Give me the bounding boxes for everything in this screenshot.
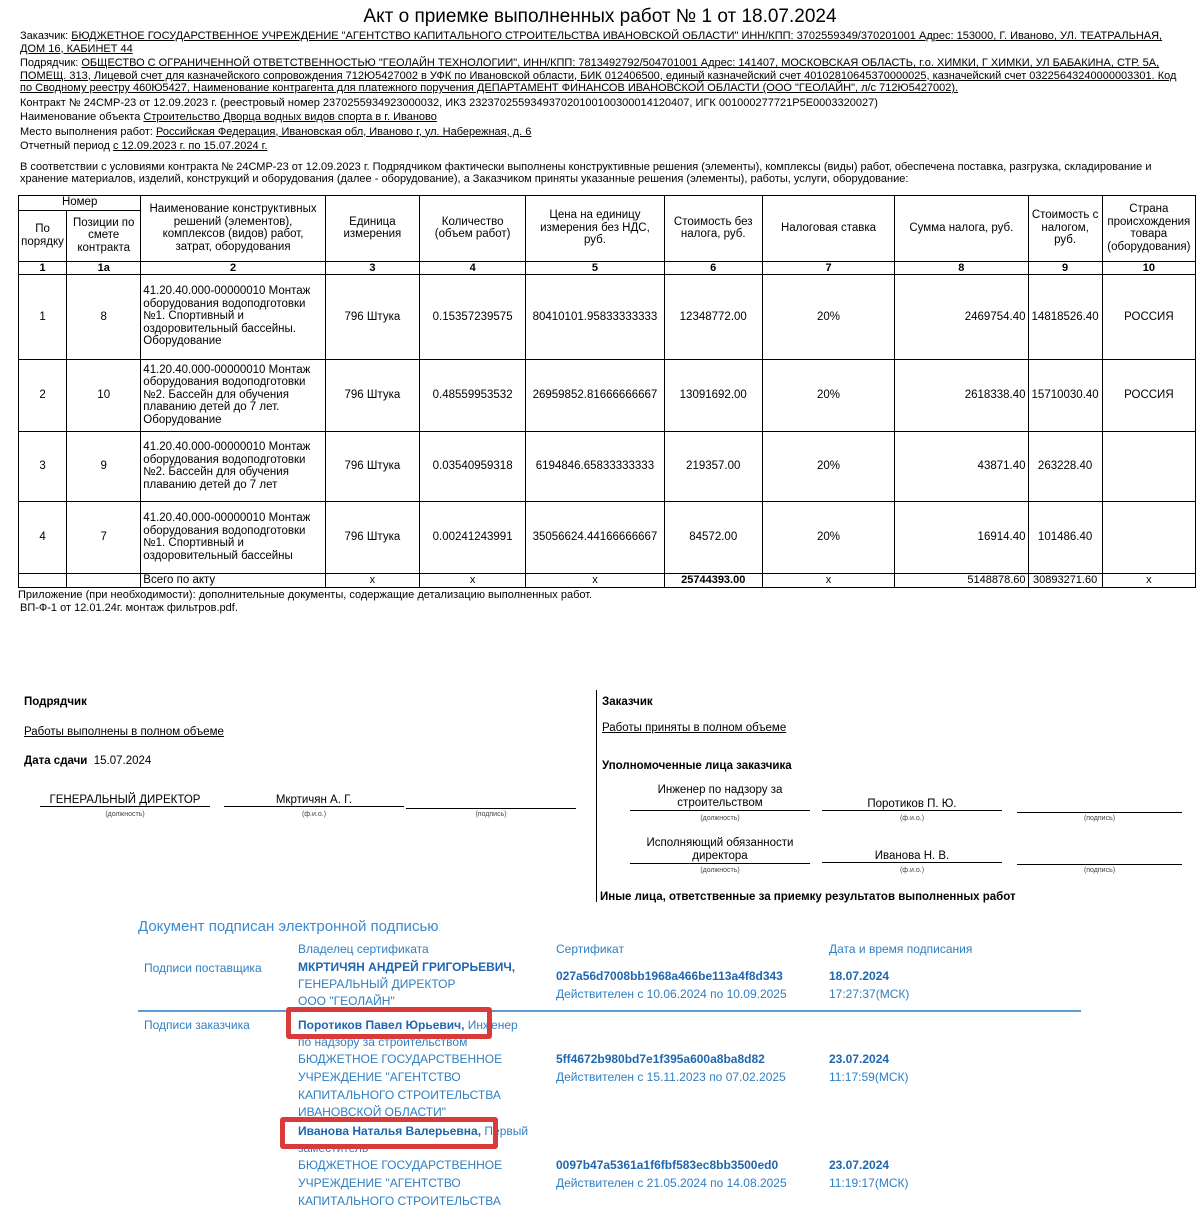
delivery-date-line (24, 755, 151, 767)
works-table (18, 195, 1196, 588)
cell-name: 41.20.40.000-00000010 Монтаж оборудования водоподготовки №1. Спортивный и оздоровительный бассейны. Оборудование (141, 274, 325, 359)
cell-qty: 0.03540959318 (420, 431, 526, 501)
customer-line (20, 30, 1180, 55)
signer2-org: КАПИТАЛЬНОГО СТРОИТЕЛЬСТВА (298, 1194, 501, 1208)
delivery-date: 15.07.2024 (93, 755, 152, 767)
signer1-org: ИВАНОВСКОЙ ОБЛАСТИ" (298, 1105, 446, 1119)
cell-total: 15710030.40 (1028, 359, 1102, 431)
cell-name: 41.20.40.000-00000010 Монтаж оборудования водоподготовки №1. Спортивный и оздоровительный бассейны (141, 501, 325, 573)
signer2-role: Первый (484, 1124, 529, 1138)
total-qty: х (420, 573, 526, 587)
cell-tax: 2618338.40 (895, 359, 1028, 431)
cell-country (1102, 431, 1195, 501)
cell-rate: 20% (762, 359, 894, 431)
caption-fio: (ф.и.о.) (301, 811, 327, 818)
cell-cost: 84572.00 (664, 501, 762, 573)
cell-price: 80410101.95833333333 (526, 274, 664, 359)
cell-order: 2 (19, 359, 67, 431)
object-value: Строительство Дворца водных видов спорта в г. Иваново (143, 111, 437, 123)
period-line (20, 140, 1180, 153)
header-country: Страна происхождения товара (оборудования) (1102, 195, 1195, 261)
supplier-cert: 027a56d7008bb1968a466be113a4f8d343 (556, 969, 783, 983)
signer2-sign-time: 11:19:17(МСК) (829, 1176, 909, 1190)
p1-signature-line (1017, 798, 1182, 813)
supplier-role: ГЕНЕРАЛЬНЫЙ ДИРЕКТОР (298, 977, 456, 991)
column-number: 1а (67, 261, 141, 274)
column-number: 3 (325, 261, 419, 274)
esign-col-owner: Владелец сертификата (298, 942, 429, 956)
signer2-cert: 0097b47a5361a1f6fbf583ec8bb3500ed0 (556, 1158, 779, 1172)
customer-value: БЮДЖЕТНОЕ ГОСУДАРСТВЕННОЕ УЧРЕЖДЕНИЕ "АГЕНТСТВО КАПИТАЛЬНОГО СТРОИТЕЛЬСТВА ИВАНОВСКОЙ ОБЛАСТИ" ИНН/КПП: 3702559349/370201001 Адрес: 153000, Г. Иваново, УЛ. ТЕАТРАЛЬНАЯ, ДОМ 16, КАБИНЕТ 44 (20, 30, 1163, 55)
total-row (19, 573, 1196, 587)
column-number: 5 (526, 261, 664, 274)
contractor-line (20, 57, 1180, 95)
header-unit: Единица измерения (325, 195, 419, 261)
contractor-label: Подрядчик: (20, 57, 82, 69)
period-label: Отчетный период (20, 140, 113, 152)
highlight-box-signer2 (280, 1117, 498, 1149)
signer1-org: БЮДЖЕТНОЕ ГОСУДАРСТВЕННОЕ (298, 1052, 503, 1066)
supplier-sign-date: 18.07.2024 (829, 969, 890, 983)
cell-country: РОССИЯ (1102, 359, 1195, 431)
total-tax: 5148878.60 (895, 573, 1028, 587)
intro-text: В соответствии с условиями контракта № 24СМР-23 от 12.09.2023 г. Подрядчиком фактически выполнены конструктивные решения (элементы), комплексы (виды) работ, обеспечена поставка, разгрузка, складирование и хранение материалов, изделий, конструкций и оборудования (далее - оборудование), а Заказчиком приняты указанные решения (элементы), работы, услуги, оборудование: (20, 160, 1152, 185)
contractor-position: ГЕНЕРАЛЬНЫЙ ДИРЕКТОР (40, 794, 210, 807)
cell-price: 35056624.44166666667 (526, 501, 664, 573)
cell-unit: 796 Штука (325, 501, 419, 573)
signer1-org: КАПИТАЛЬНОГО СТРОИТЕЛЬСТВА (298, 1088, 501, 1102)
cell-qty: 0.00241243991 (420, 501, 526, 573)
signer1-role-line: по надзору за строительством (298, 1035, 468, 1049)
object-line (20, 111, 1180, 124)
p2-signature-line (1017, 850, 1182, 865)
header-qty: Количество (объем работ) (420, 195, 526, 261)
authorized-heading: Уполномоченные лица заказчика (602, 760, 792, 772)
header-order: По порядку (19, 210, 67, 261)
caption-sign: (подпись) (475, 811, 507, 818)
column-number: 1 (19, 261, 67, 274)
header-position: Позиции по смете контракта (67, 210, 141, 261)
cell-unit: 796 Штука (325, 274, 419, 359)
cell-total: 101486.40 (1028, 501, 1102, 573)
p2-position: Исполняющий обязанности директора (630, 837, 810, 864)
cell-tax: 2469754.40 (895, 274, 1028, 359)
act-document (18, 0, 1191, 903)
column-number: 2 (141, 261, 325, 274)
signer2-name: Иванова Наталья Валерьевна, (298, 1124, 482, 1138)
divider (596, 690, 597, 902)
esign-col-cert: Сертификат (556, 942, 624, 956)
total-unit: х (325, 573, 419, 587)
cell-rate: 20% (762, 431, 894, 501)
cell-qty: 0.15357239575 (420, 274, 526, 359)
cell-position: 10 (67, 359, 141, 431)
p2-fio: Иванова Н. В. (822, 850, 1002, 863)
esign-separator (138, 1010, 1081, 1012)
total-price: х (526, 573, 664, 587)
cell-position: 8 (67, 274, 141, 359)
table-row (19, 359, 1196, 431)
signer1-role: Инженер (467, 1018, 518, 1032)
cell-cost: 13091692.00 (664, 359, 762, 431)
signer2-sign-date: 23.07.2024 (829, 1158, 890, 1172)
caption-fio: (ф.и.о.) (899, 815, 925, 822)
caption-fio: (ф.и.о.) (899, 867, 925, 874)
signer1-sign-time: 11:17:59(МСК) (829, 1070, 909, 1084)
caption-sign: (подпись) (1083, 815, 1116, 822)
object-label: Наименование объекта (20, 111, 144, 123)
place-label: Место выполнения работ: (20, 125, 156, 138)
signer2-cert-valid: Действителен с 21.05.2024 по 14.08.2025 (556, 1176, 787, 1190)
p1-position: Инженер по надзору за строительством (630, 784, 810, 811)
customer-signatures-label: Подписи заказчика (144, 1018, 250, 1032)
cell-name: 41.20.40.000-00000010 Монтаж оборудования водоподготовки №2. Бассейн для обучения плаванию детей до 7 лет (141, 431, 325, 501)
caption-position: (должность) (700, 867, 740, 874)
cell-tax: 16914.40 (895, 501, 1028, 573)
signer2-role-line: заместитель (298, 1141, 369, 1155)
contractor-heading: Подрядчик (24, 696, 87, 708)
cell-name: 41.20.40.000-00000010 Монтаж оборудования водоподготовки №2. Бассейн для обучения плаванию детей до 7 лет. Оборудование (141, 359, 325, 431)
cell-unit: 796 Штука (325, 431, 419, 501)
header-number: Номер (19, 195, 141, 210)
highlight-box-signer1 (286, 1007, 492, 1039)
cell-cost: 219357.00 (664, 431, 762, 501)
signer2-org: БЮДЖЕТНОЕ ГОСУДАРСТВЕННОЕ (298, 1158, 503, 1172)
cell-unit: 796 Штука (325, 359, 419, 431)
cell-position: 7 (67, 501, 141, 573)
cell-rate: 20% (762, 501, 894, 573)
cell-total: 14818526.40 (1028, 274, 1102, 359)
contractor-signature-line (406, 794, 576, 809)
column-number: 6 (664, 261, 762, 274)
total-country: х (1102, 573, 1195, 587)
signer1-org: УЧРЕЖДЕНИЕ "АГЕНТСТВО (298, 1070, 461, 1084)
column-number: 8 (895, 261, 1028, 274)
signer2-org: УЧРЕЖДЕНИЕ "АГЕНТСТВО (298, 1176, 461, 1190)
caption-sign: (подпись) (1083, 867, 1116, 874)
supplier-signer-name: МКРТИЧЯН АНДРЕЙ ГРИГОРЬЕВИЧ, (298, 960, 516, 974)
cell-total: 263228.40 (1028, 431, 1102, 501)
esign-heading: Документ подписан электронной подписью (138, 918, 439, 935)
place-line (20, 126, 1180, 139)
electronic-signature-panel (0, 918, 1200, 1208)
supplier-cert-valid: Действителен с 10.06.2024 по 10.09.2025 (556, 987, 787, 1001)
header-tax: Сумма налога, руб. (895, 195, 1028, 261)
p1-fio: Поротиков П. Ю. (822, 798, 1002, 811)
caption-position: (должность) (700, 815, 740, 822)
contractor-value: ОБЩЕСТВО С ОГРАНИЧЕННОЙ ОТВЕТСТВЕННОСТЬЮ "ГЕОЛАЙН ТЕХНОЛОГИИ", ИНН/КПП: 7813492792/504701001 Адрес: 141407, МОСКОВСКАЯ ОБЛАСТЬ, г.о. ХИМКИ, Г ХИМКИ, УЛ БАБАКИНА, СТР. 5А, ПОМЕЩ. 313, Лицевой счет для казначейского сопровождения 712Ю5427002 в УФК по Ивановской области, БИК 012406500, единый казначейский счет 40102810645370000025, казначейский счет 03225643240000003301. Код по Сводному реестру 460Ю5427, Наименование контрагента для платежного поручения ДЕПАРТАМЕНТ ФИНАНСОВ ИВАНОВСКОЙ ОБЛАСТИ (ООО "ГЕОЛАЙН", л/с 712Ю5427002). (20, 57, 1177, 94)
column-number: 10 (1102, 261, 1195, 274)
column-number: 4 (420, 261, 526, 274)
total-rate: х (762, 573, 894, 587)
signer1-cert: 5ff4672b980bd7e1f395a600a8ba8d82 (556, 1052, 765, 1066)
cell-qty: 0.48559953532 (420, 359, 526, 431)
cell-position: 9 (67, 431, 141, 501)
document-title: Акт о приемке выполненных работ № 1 от 18.07.2024 (363, 6, 837, 27)
esign-col-date: Дата и время подписания (829, 942, 973, 956)
total-cost: 25744393.00 (664, 573, 762, 587)
supplier-sign-time: 17:27:37(МСК) (829, 987, 910, 1001)
table-row (19, 431, 1196, 501)
signatures-block (20, 690, 1180, 910)
signer1-name: Поротиков Павел Юрьевич, (298, 1018, 465, 1032)
column-number: 7 (762, 261, 894, 274)
cell-cost: 12348772.00 (664, 274, 762, 359)
customer-status: Работы приняты в полном объеме (602, 722, 787, 734)
table-row (19, 501, 1196, 573)
appendix-file: ВП-Ф-1 от 12.01.24г. монтаж фильтров.pdf. (20, 601, 238, 614)
supplier-signatures-label: Подписи поставщика (144, 961, 262, 975)
appendix-note: Приложение (при необходимости): дополнительные документы, содержащие детализацию выполненных работ. (18, 588, 593, 601)
other-persons-heading: Иные лица, ответственные за приемку результатов выполненных работ (600, 891, 1016, 903)
supplier-org: ООО "ГЕОЛАЙН" (298, 994, 395, 1008)
signer1-sign-date: 23.07.2024 (829, 1052, 890, 1066)
cell-order: 1 (19, 274, 67, 359)
customer-label: Заказчик: (20, 30, 72, 42)
header-total: Стоимость с налогом, руб. (1028, 195, 1102, 261)
header-rate: Налоговая ставка (762, 195, 894, 261)
column-number: 9 (1028, 261, 1102, 274)
caption-position: (должность) (105, 811, 145, 818)
cell-order: 4 (19, 501, 67, 573)
contract-line: Контракт № 24СМР-23 от 12.09.2023 г. (реестровый номер 2370255934923000032, ИКЗ 232370255934937020100100300014120407, ИГК 001000277721P5E0003320027) (20, 96, 878, 109)
cell-order: 3 (19, 431, 67, 501)
header-price: Цена на единицу измерения без НДС, руб. (526, 195, 664, 261)
contractor-status: Работы выполнены в полном объеме (24, 726, 224, 738)
cell-country (1102, 501, 1195, 573)
column-numbers-row (19, 261, 1196, 274)
cell-price: 26959852.81666666667 (526, 359, 664, 431)
header-name: Наименование конструктивных решений (элементов), комплексов (видов) работ, затрат, оборудования (141, 195, 325, 261)
cell-country: РОССИЯ (1102, 274, 1195, 359)
cell-tax: 43871.40 (895, 431, 1028, 501)
signer1-cert-valid: Действителен с 15.11.2023 по 07.02.2025 (556, 1070, 786, 1084)
customer-heading: Заказчик (602, 696, 653, 708)
total-label: Всего по акту (141, 573, 325, 587)
total-total: 30893271.60 (1028, 573, 1102, 587)
cell-rate: 20% (762, 274, 894, 359)
contractor-fio: Мкртичян А. Г. (224, 794, 404, 807)
table-row (19, 274, 1196, 359)
delivery-date-label: Дата сдачи (24, 755, 88, 767)
place-value: Российская Федерация, Ивановская обл, Иваново г, ул. Набережная, д. 6 (155, 125, 532, 138)
period-value: с 12.09.2023 г. по 15.07.2024 г. (112, 140, 268, 152)
cell-price: 6194846.65833333333 (526, 431, 664, 501)
header-cost: Стоимость без налога, руб. (664, 195, 762, 261)
